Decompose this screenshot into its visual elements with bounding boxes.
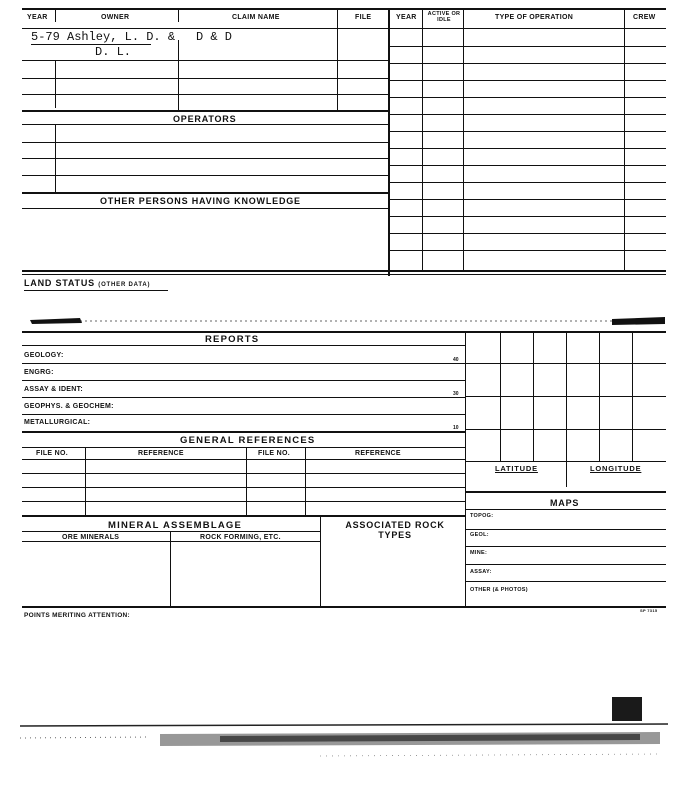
row-rule bbox=[22, 110, 388, 112]
center-divider bbox=[388, 8, 390, 276]
maps-title: MAPS bbox=[550, 498, 580, 508]
entry-underline bbox=[31, 44, 151, 45]
gr-col-reference-2: REFERENCE bbox=[355, 450, 401, 457]
row-rule bbox=[22, 345, 465, 346]
maps-row-topog: TOPOG: bbox=[470, 513, 494, 519]
maps-row-geol: GEOL: bbox=[470, 532, 489, 538]
row-rule bbox=[22, 447, 465, 448]
associated-rock-types: ASSOCIATED ROCK TYPES bbox=[345, 520, 445, 540]
row-rule bbox=[390, 148, 666, 149]
col-divider bbox=[55, 8, 56, 22]
col-rock-forming: ROCK FORMING, ETC. bbox=[200, 534, 281, 541]
maps-row-other: OTHER (& PHOTOS) bbox=[470, 587, 528, 593]
row-rule bbox=[22, 175, 388, 176]
col-divider bbox=[305, 447, 306, 515]
row-rule bbox=[22, 60, 388, 61]
row-rule bbox=[390, 182, 666, 183]
longitude-label: LONGITUDE bbox=[590, 464, 642, 473]
top-border bbox=[22, 8, 666, 10]
latitude-label: LATITUDE bbox=[495, 464, 538, 473]
report-row-label: GEOPHYS. & GEOCHEM: bbox=[24, 403, 114, 410]
points-meriting-attention-label: POINTS MERITING ATTENTION: bbox=[24, 612, 131, 619]
col-divider bbox=[85, 447, 86, 515]
gr-col-reference: REFERENCE bbox=[138, 450, 184, 457]
report-row-num: 30 bbox=[453, 391, 459, 397]
report-row-label: ASSAY & IDENT: bbox=[24, 386, 84, 393]
row-rule bbox=[22, 397, 465, 398]
row-rule bbox=[22, 363, 465, 364]
report-row-num: 10 bbox=[453, 425, 459, 431]
row-rule bbox=[22, 431, 465, 433]
maps-top-rule bbox=[465, 491, 666, 493]
land-status-label bbox=[24, 278, 150, 288]
row-rule bbox=[22, 158, 388, 159]
lat-long-divider bbox=[566, 461, 567, 487]
maps-row-mine: MINE: bbox=[470, 550, 488, 556]
row-rule bbox=[390, 80, 666, 81]
grid-line bbox=[465, 429, 666, 430]
scan-noise-band bbox=[20, 720, 668, 770]
reports-top-rule bbox=[22, 331, 666, 333]
col-divider bbox=[320, 515, 321, 607]
mineral-assemblage-title: MINERAL ASSEMBLAGE bbox=[108, 520, 243, 531]
col-divider bbox=[170, 531, 171, 607]
grid-line bbox=[465, 363, 666, 364]
row-rule bbox=[22, 515, 465, 517]
gr-col-file-no: FILE NO. bbox=[36, 450, 68, 457]
report-row-num: 40 bbox=[453, 357, 459, 363]
row-rule bbox=[465, 529, 666, 530]
row-rule bbox=[390, 165, 666, 166]
form-code: SP 7315 bbox=[640, 608, 658, 613]
header-active-or-idle: ACTIVE OR IDLE bbox=[427, 11, 461, 23]
header-claim-name: CLAIM NAME bbox=[232, 14, 280, 21]
row-rule bbox=[390, 131, 666, 132]
header-year-2: YEAR bbox=[396, 14, 417, 21]
scan-streak bbox=[20, 314, 670, 328]
entry-year-owner: 5-79 Ashley, L. D. & bbox=[31, 30, 176, 44]
header-owner: OWNER bbox=[101, 14, 130, 21]
reports-right-divider bbox=[465, 331, 466, 607]
col-divider bbox=[55, 60, 56, 108]
header-rule bbox=[22, 28, 666, 29]
reports-title: REPORTS bbox=[205, 334, 260, 345]
row-rule bbox=[390, 233, 666, 234]
col-divider bbox=[178, 8, 179, 22]
row-rule bbox=[465, 509, 666, 510]
entry-owner-continued: D. L. bbox=[95, 45, 132, 59]
row-rule bbox=[22, 501, 465, 502]
row-rule bbox=[390, 216, 666, 217]
report-row-label: ENGRG: bbox=[24, 369, 54, 376]
row-rule bbox=[22, 380, 465, 381]
top-bottom-rule bbox=[22, 270, 666, 272]
header-year: YEAR bbox=[27, 14, 48, 21]
land-status-text: LAND STATUS bbox=[24, 278, 95, 288]
maps-row-assay: ASSAY: bbox=[470, 569, 492, 575]
row-rule bbox=[390, 250, 666, 251]
row-rule bbox=[390, 114, 666, 115]
row-rule bbox=[390, 63, 666, 64]
row-rule bbox=[22, 487, 465, 488]
col-ore-minerals: ORE MINERALS bbox=[62, 534, 120, 541]
entry-claim-name: D & D bbox=[196, 30, 233, 44]
top-bottom-rule-2 bbox=[22, 274, 666, 275]
col-divider bbox=[178, 40, 179, 110]
gr-col-file-no-2: FILE NO. bbox=[258, 450, 290, 457]
row-rule bbox=[22, 94, 388, 95]
row-rule bbox=[390, 199, 666, 200]
row-rule bbox=[22, 459, 465, 460]
scan-artifact-block bbox=[612, 697, 642, 721]
header-crew: CREW bbox=[633, 14, 656, 21]
row-rule bbox=[22, 414, 465, 415]
row-rule bbox=[22, 541, 320, 542]
header-file: FILE bbox=[355, 14, 372, 21]
row-rule bbox=[22, 473, 465, 474]
row-rule bbox=[465, 581, 666, 582]
row-rule bbox=[22, 78, 388, 79]
row-rule bbox=[22, 192, 388, 194]
row-rule bbox=[22, 142, 388, 143]
land-status-underline bbox=[24, 290, 168, 291]
other-persons-label: OTHER PERSONS HAVING KNOWLEDGE bbox=[100, 196, 301, 206]
row-rule bbox=[22, 124, 388, 125]
col-divider bbox=[246, 447, 247, 515]
operators-label: OPERATORS bbox=[173, 114, 237, 124]
report-row-label: GEOLOGY: bbox=[24, 352, 64, 359]
grid-line bbox=[465, 396, 666, 397]
row-rule bbox=[22, 208, 388, 209]
row-rule bbox=[22, 531, 320, 532]
header-type-of-operation: TYPE OF OPERATION bbox=[495, 14, 574, 21]
row-rule bbox=[390, 46, 666, 47]
row-rule bbox=[465, 564, 666, 565]
general-references-title: GENERAL REFERENCES bbox=[180, 435, 316, 446]
section-bottom-rule bbox=[22, 606, 666, 608]
row-rule bbox=[390, 97, 666, 98]
row-rule bbox=[465, 546, 666, 547]
land-status-sublabel: (OTHER DATA) bbox=[98, 282, 151, 288]
report-row-label: METALLURGICAL: bbox=[24, 419, 91, 426]
